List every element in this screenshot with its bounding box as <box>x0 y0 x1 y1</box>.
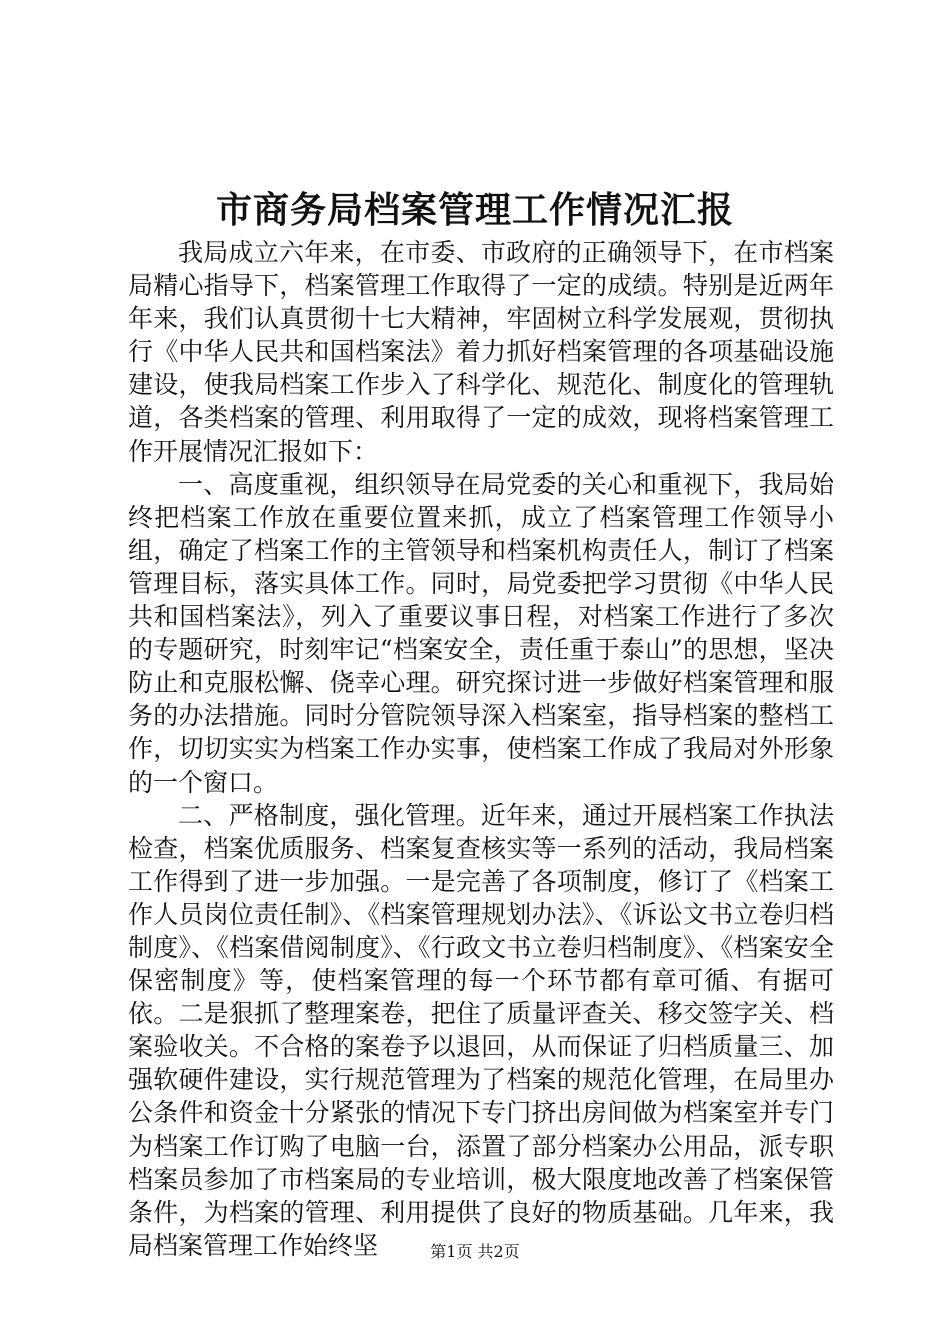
paragraph-section-two: 二、严格制度，强化管理。近年来，通过开展档案工作执法检查，档案优质服务、档案复查核实等一系列的活动，我局档案工作得到了进一步加强。一是完善了各项制度，修订了《档案工作人员岗位责任制》、《档案管理规划办法》、《诉讼文书立卷归档制度》、《档案借阅制度》、《行政文书立卷归档制度》、《档案安全保密制度》等，使档案管理的每一个环节都有章可循、有据可依。二是狠抓了整理案卷，把住了质量评查关、移交签字关、档案验收关。不合格的案卷予以退回，从而保证了归档质量三、加强软硬件建设，实行规范管理为了档案的规范化管理，在局里办公条件和资金十分紧张的情况下专门挤出房间做为档案室并专门为档案工作订购了电脑一台，添置了部分档案办公用品，派专职档案员参加了市档案局的专业培训，极大限度地改善了档案保管条件，为档案的管理、利用提供了良好的物质基础。几年来，我局档案管理工作始终坚 <box>128 800 834 1260</box>
document-body <box>128 236 834 1262</box>
paragraph-intro: 我局成立六年来，在市委、市政府的正确领导下，在市档案局精心指导下，档案管理工作取得了一定的成绩。特别是近两年年来，我们认真贯彻十七大精神，牢固树立科学发展观，贯彻执行《中华人民共和国档案法》着力抓好档案管理的各项基础设施建设，使我局档案工作步入了科学化、规范化、制度化的管理轨道，各类档案的管理、利用取得了一定的成效，现将档案管理工作开展情况汇报如下： <box>128 238 834 466</box>
document-title: 市商务局档案管理工作情况汇报 <box>215 189 734 231</box>
paragraph-section-one: 一、高度重视，组织领导在局党委的关心和重视下，我局始终把档案工作放在重要位置来抓，成立了档案管理工作领导小组，确定了档案工作的主管领导和档案机构责任人，制订了档案管理目标，落实具体工作。同时，局党委把学习贯彻《中华人民共和国档案法》，列入了重要议事日程，对档案工作进行了多次的专题研究，时刻牢记“档案安全，责任重于泰山”的思想，坚决防止和克服松懈、侥幸心理。研究探讨进一步做好档案管理和服务的办法措施。同时分管院领导深入档案室，指导档案的整档工作，切切实实为档案工作办实事，使档案工作成了我局对外形象的一个窗口。 <box>128 469 834 797</box>
page-number-footer: 第1页 共2页 <box>430 1242 520 1261</box>
